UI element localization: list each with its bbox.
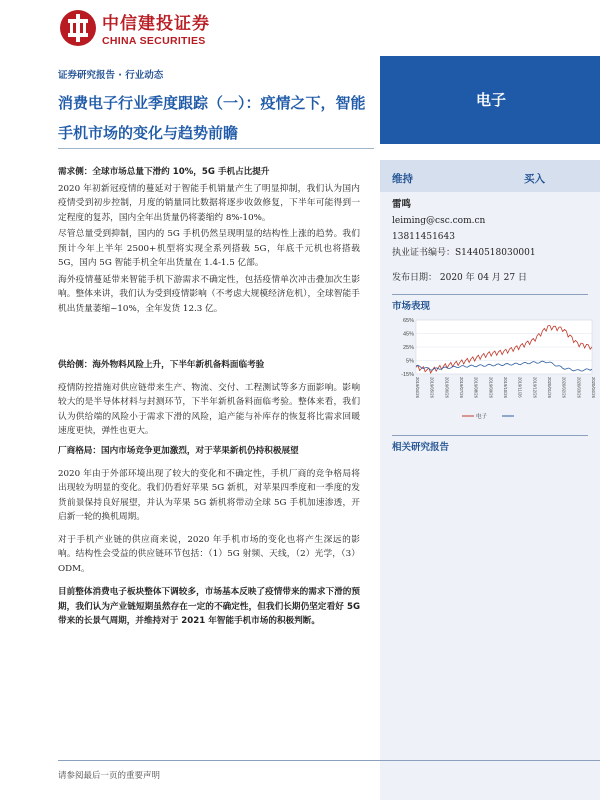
chart-x-tick-label: 2020/02/26 xyxy=(561,377,567,398)
related-section-divider xyxy=(392,435,588,436)
main-body xyxy=(58,165,360,318)
chart-x-tick-label: 2019/06/26 xyxy=(444,377,450,398)
chart-x-tick-label: 2020/01/26 xyxy=(547,377,552,398)
logo-english-name: CHINA SECURITIES xyxy=(102,35,206,47)
analyst-license: 执业证书编号：S1440518030001 xyxy=(392,248,536,258)
report-type: 证券研究报告 · 行业动态 xyxy=(58,70,164,81)
report-title: 消费电子行业季度跟踪（一）：疫情之下，智能手机市场的变化与趋势前瞻 xyxy=(58,94,366,142)
market-section-title: 市场表现 xyxy=(392,301,431,312)
vendor-heading: 厂商格局：国内市场竞争更加激烈，对于苹果新机仍持积极展望 xyxy=(58,446,299,456)
chart-x-tick-label: 2019/04/26 xyxy=(415,377,420,398)
chart-x-tick-label: 2019/11/26 xyxy=(517,377,523,398)
footer-divider xyxy=(58,760,600,761)
rating-bar xyxy=(380,160,600,192)
demand-paragraph-1: 2020 年初新冠疫情的蔓延对于智能手机销量产生了明显抑制，我们认为国内疫情受到初步控制，月度的销量同比数据将逐步收敛修复，下半年可能得到一定程度的复苏，国内全年出货量仍将萎缩约 8%-10%。 xyxy=(58,183,360,223)
conclusion-paragraph: 目前整体消费电子板块整体下调较多，市场基本反映了疫情带来的需求下滑的预期，我们认为产业链短期虽然存在一定的不确定性，但我们长期仍坚定看好 5G 带来的长景气周期，并维持对于 2021 年智能手机市场的积极判断。 xyxy=(58,587,360,626)
market-performance-chart xyxy=(392,312,598,422)
supply-heading: 供给侧：海外物料风险上升，下半年新机备料面临考验 xyxy=(58,360,265,370)
publish-date: 发布日期： 2020 年 04 月 27 日 xyxy=(392,273,527,283)
chart-y-tick-label: 5% xyxy=(406,358,414,365)
demand-heading: 需求侧：全球市场总量下滑约 10%，5G 手机占比提升 xyxy=(58,167,270,177)
vendor-paragraph-1: 2020 年由于外部环境出现了较大的变化和不确定性，手机厂商的竞争格局将出现较为明显的变化。我们仍看好苹果 5G 新机，对苹果四季度和一季度的发货前景保持良好展望，并认为苹果 5G 新机将带动全球 5G 手机加速渗透，开启新一轮的换机周期。 xyxy=(58,468,360,522)
rating-value: 买入 xyxy=(524,173,545,185)
demand-paragraph-2: 尽管总量受到抑制，国内的 5G 手机仍然呈现明显的结构性上涨的趋势。我们预计今年上半年 2500+机型将实现全系列搭载 5G，年底千元机也将搭载 5G，国内 5G 智能手机全年出货量在 1.4-1.5 亿部。 xyxy=(58,229,360,268)
sector-label: 电子 xyxy=(476,91,507,109)
chart-x-tick-label: 2019/09/26 xyxy=(488,377,494,398)
chart-y-tick-label: 25% xyxy=(402,345,414,351)
rating-label: 维持 xyxy=(392,173,413,185)
chart-x-tick-label: 2019/07/26 xyxy=(459,377,464,398)
analyst-name: 雷鸣 xyxy=(392,199,412,210)
chart-x-tick-label: 2020/03/26 xyxy=(576,377,582,398)
company-logo xyxy=(58,8,210,48)
title-divider xyxy=(58,148,374,149)
company-logo-icon xyxy=(58,8,98,48)
chart-y-tick-label: -15% xyxy=(401,372,414,378)
chart-x-tick-label: 2019/10/26 xyxy=(503,377,508,398)
analyst-phone: 13811451643 xyxy=(392,232,455,242)
vendor-paragraph-2: 对于手机产业链的供应商来说，2020 年手机市场的变化也将产生深远的影响。结构性会受益的供应链环节包括：（1）5G 射频、天线，（2）光学，（3）ODM。 xyxy=(58,534,360,574)
chart-x-tick-label: 2019/05/26 xyxy=(429,377,435,398)
chart-x-tick-label: 2019/08/26 xyxy=(473,377,479,398)
chart-x-tick-label: 2020/04/26 xyxy=(591,377,596,398)
supply-paragraph: 疫情防控措施对供应链带来生产、物流、交付、工程测试等多方面影响。影响较大的是半导体材料与封测环节，下半年新机备料面临考验。整体来看，我们认为供给端的风险小于需求下滑的风险，追产能与补库存的恢复将比需求回暖速度更快，弹性也更大。 xyxy=(58,382,360,436)
related-section-title: 相关研究报告 xyxy=(392,442,450,453)
logo-chinese-name: 中信建投证券 xyxy=(102,14,210,34)
chart-y-tick-label: 45% xyxy=(402,331,414,338)
analyst-email[interactable]: leiming@csc.com.cn xyxy=(392,216,486,226)
supply-section xyxy=(58,358,360,441)
vendor-section xyxy=(58,444,360,578)
chart-x-tick-label: 2019/12/26 xyxy=(532,377,538,398)
analyst-info xyxy=(392,197,536,261)
chart-legend-label-electronics: 电子 xyxy=(476,414,488,420)
chart-y-tick-label: 65% xyxy=(402,318,414,324)
demand-paragraph-3: 海外疫情蔓延带来智能手机下游需求不确定性，包括疫情单次冲击叠加次生影响。整体来讲，我们认为受到疫情影响（不考虑大规模经济危机），全球智能手机出货量萎缩~10%，全年发货 12.3 亿。 xyxy=(58,274,360,314)
footer-disclaimer: 请参阅最后一页的重要声明 xyxy=(58,771,161,781)
conclusion-section xyxy=(58,585,360,631)
market-section-divider xyxy=(392,294,588,295)
